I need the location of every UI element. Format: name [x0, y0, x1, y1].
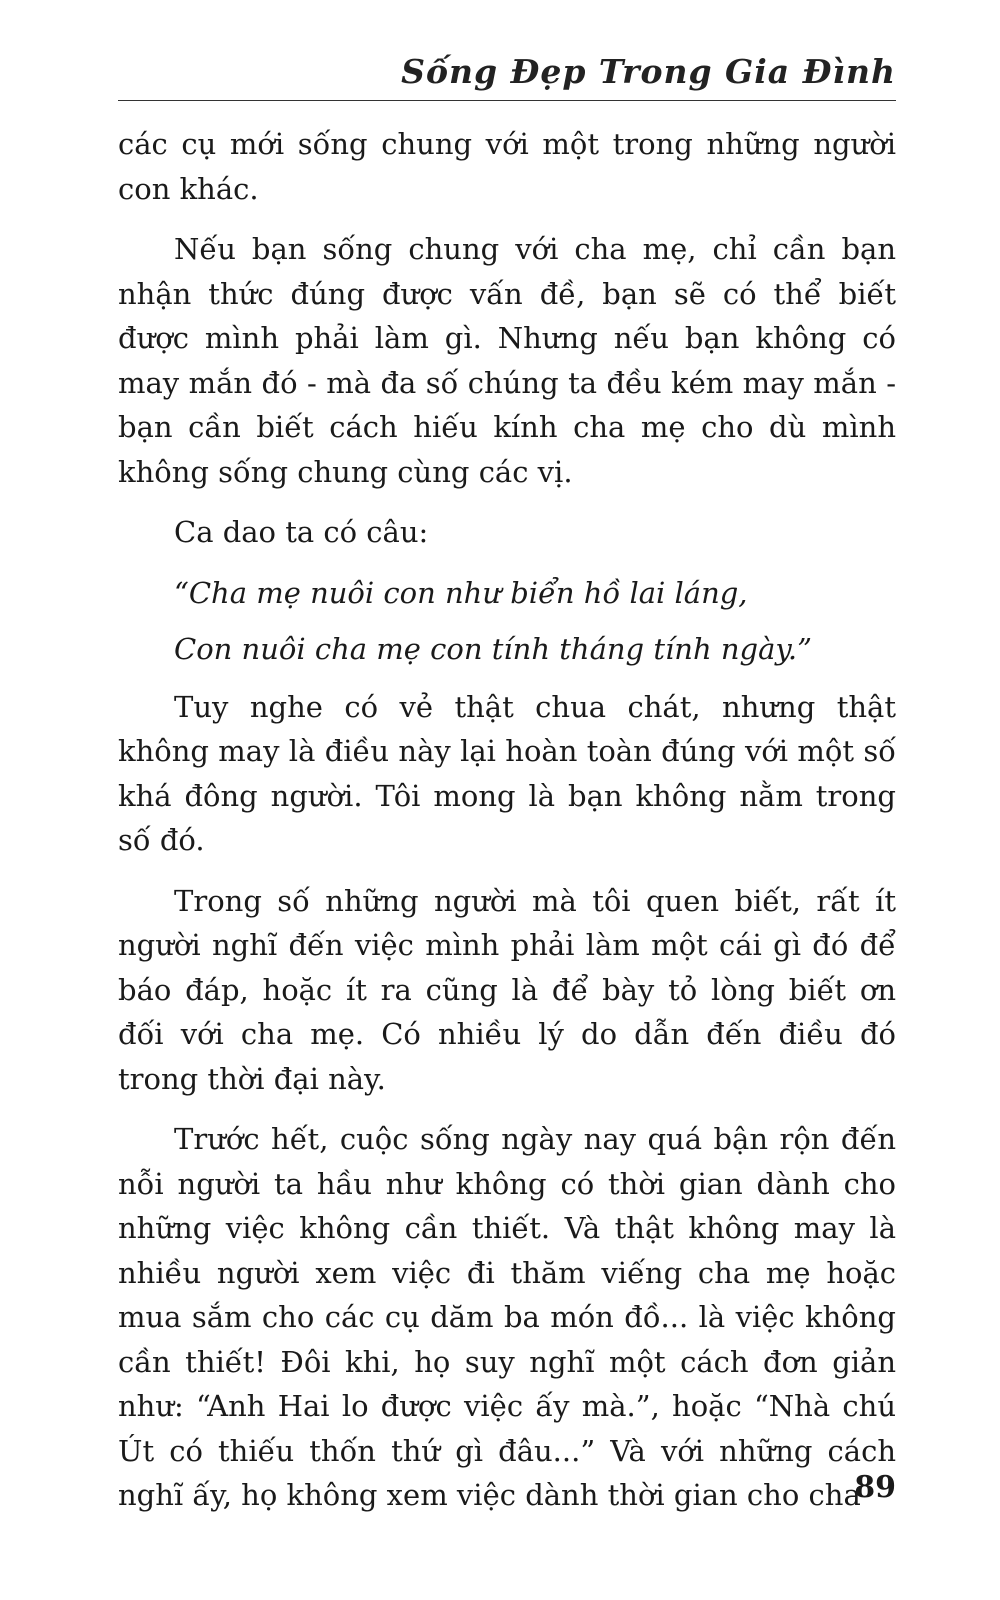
paragraph-verse-intro: Ca dao ta có câu:	[174, 515, 429, 549]
paragraph: Trước hết, cuộc sống ngày nay quá bận rộn đến nỗi người ta hầu như không có thời gian dành cho những việc không cần thiết. Và thật không may là nhiều người xem việc đi thăm viếng cha mẹ hoặc mua sắm cho các cụ dăm ba món đồ... là việc không cần thiết! Đôi khi, họ suy nghĩ một cách đơn giản như: “Anh Hai lo được việc ấy mà.”, hoặc “Nhà chú Út có thiếu thốn thứ gì đâu...” Và với những cách nghĩ ấy, họ không xem việc dành thời gian cho cha	[118, 1122, 896, 1512]
page-number: 89	[854, 1470, 896, 1505]
paragraph: Trong số những người mà tôi quen biết, rất ít người nghĩ đến việc mình phải làm một cái gì đó để báo đáp, hoặc ít ra cũng là để bày tỏ lòng biết ơn đối với cha mẹ. Có nhiều lý do dẫn đến điều đó trong thời đại này.	[118, 883, 896, 1096]
verse-line: Con nuôi cha mẹ con tính tháng tính ngày.”	[174, 631, 812, 666]
paragraph: Nếu bạn sống chung với cha mẹ, chỉ cần bạn nhận thức đúng được vấn đề, bạn sẽ có thể biết được mình phải làm gì. Nhưng nếu bạn không có may mắn đó - mà đa số chúng ta đều kém may mắn - bạn cần biết cách hiếu kính cha mẹ cho dù mình không sống chung cùng các vị.	[118, 232, 896, 489]
verse-line: “Cha mẹ nuôi con như biển hồ lai láng,	[174, 575, 748, 610]
book-page	[118, 0, 896, 1600]
header-rule	[118, 100, 896, 101]
paragraph: Tuy nghe có vẻ thật chua chát, nhưng thật không may là điều này lại hoàn toàn đúng với một số khá đông người. Tôi mong là bạn không nằm trong số đó.	[118, 689, 896, 857]
paragraph-continued: các cụ mới sống chung với một trong những người con khác.	[118, 127, 896, 206]
running-header: Sống Đẹp Trong Gia Đình	[401, 52, 896, 91]
body-text	[118, 122, 896, 1534]
